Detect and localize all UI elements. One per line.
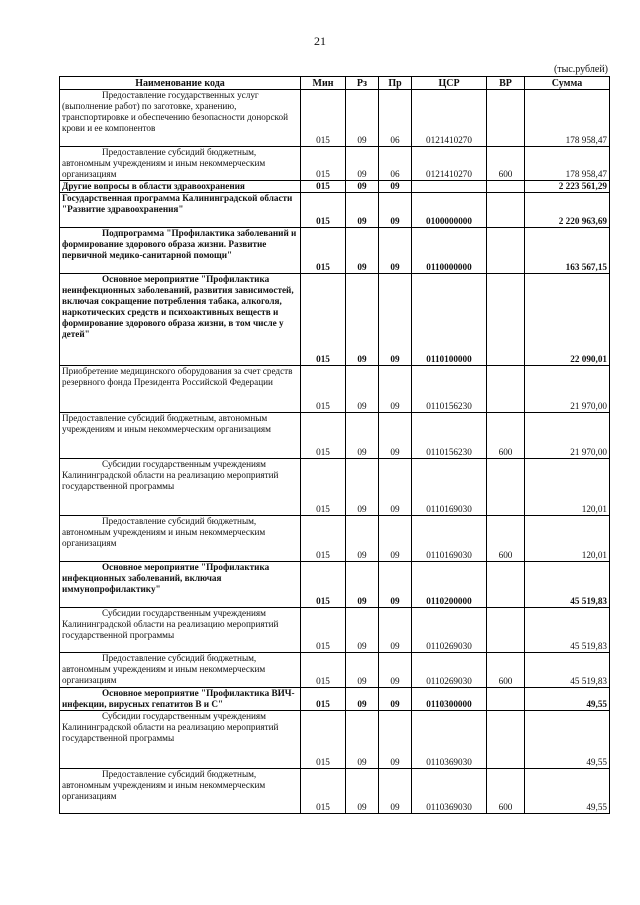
row-sum: 49,55	[525, 769, 610, 814]
row-rz: 09	[346, 653, 379, 688]
table-row	[60, 562, 610, 608]
row-sum: 45 519,83	[525, 653, 610, 688]
row-pr: 09	[379, 459, 412, 516]
row-sum: 178 958,47	[525, 90, 610, 147]
row-name-text: Субсидии государственным учреждениям Калининградской области на реализацию мероприятий государственной программы	[62, 459, 279, 491]
row-rz: 09	[346, 711, 379, 769]
row-name	[60, 653, 301, 688]
column-header-min: Мин	[301, 77, 346, 90]
row-vr: 600	[487, 413, 525, 459]
row-rz: 09	[346, 688, 379, 711]
row-min: 015	[301, 181, 346, 193]
row-csr: 0110369030	[412, 711, 487, 769]
row-vr: 600	[487, 516, 525, 562]
column-header-vr: ВР	[487, 77, 525, 90]
row-vr: 600	[487, 769, 525, 814]
row-csr: 0110369030	[412, 769, 487, 814]
row-pr: 09	[379, 769, 412, 814]
row-min: 015	[301, 653, 346, 688]
table-row	[60, 688, 610, 711]
row-min: 015	[301, 688, 346, 711]
table-row	[60, 228, 610, 274]
row-pr: 09	[379, 413, 412, 459]
table-row	[60, 181, 610, 193]
row-rz: 09	[346, 562, 379, 608]
row-min: 015	[301, 608, 346, 653]
row-name-text: Основное мероприятие "Профилактика ВИЧ-инфекции, вирусных гепатитов В и С"	[62, 688, 295, 709]
row-name	[60, 711, 301, 769]
row-sum: 120,01	[525, 516, 610, 562]
row-name-text: Основное мероприятие "Профилактика инфекционных заболеваний, включая иммунопрофилактику"	[62, 562, 270, 594]
row-rz: 09	[346, 366, 379, 413]
row-vr: 600	[487, 147, 525, 181]
column-header-name: Наименование кода	[60, 77, 301, 90]
table-row	[60, 608, 610, 653]
budget-table	[59, 76, 610, 814]
row-name-text: Предоставление субсидий бюджетным, автономным учреждениям и иным некоммерческим организациям	[62, 147, 266, 179]
row-name-text: Государственная программа Калининградской области "Развитие здравоохранения"	[62, 193, 293, 214]
table-header-row	[60, 77, 610, 90]
row-vr	[487, 181, 525, 193]
row-pr: 09	[379, 562, 412, 608]
row-vr	[487, 608, 525, 653]
table-row	[60, 274, 610, 366]
row-name	[60, 366, 301, 413]
row-pr: 09	[379, 193, 412, 228]
page-number: 21	[314, 34, 326, 48]
row-pr: 06	[379, 147, 412, 181]
row-vr	[487, 688, 525, 711]
row-vr: 600	[487, 653, 525, 688]
row-min: 015	[301, 562, 346, 608]
row-name-text: Основное мероприятие "Профилактика неинфекционных заболеваний, развития зависимостей, включая сокращение потребления табака, алкоголя, наркотических средств и психоактивных веществ и формирование здорового образа жизни, в том числе у детей"	[62, 274, 294, 339]
row-rz: 09	[346, 147, 379, 181]
row-sum: 22 090,01	[525, 274, 610, 366]
row-name	[60, 769, 301, 814]
row-vr	[487, 711, 525, 769]
row-rz: 09	[346, 193, 379, 228]
row-csr	[412, 181, 487, 193]
row-sum: 21 970,00	[525, 413, 610, 459]
row-rz: 09	[346, 413, 379, 459]
row-pr: 09	[379, 711, 412, 769]
row-name	[60, 459, 301, 516]
row-sum: 49,55	[525, 711, 610, 769]
row-csr: 0110169030	[412, 459, 487, 516]
row-name	[60, 147, 301, 181]
row-min: 015	[301, 366, 346, 413]
table-row	[60, 90, 610, 147]
row-csr: 0121410270	[412, 90, 487, 147]
row-vr	[487, 193, 525, 228]
table-row	[60, 459, 610, 516]
row-min: 015	[301, 193, 346, 228]
table-row	[60, 147, 610, 181]
row-csr: 0110100000	[412, 274, 487, 366]
row-pr: 09	[379, 366, 412, 413]
row-name	[60, 90, 301, 147]
row-vr	[487, 459, 525, 516]
row-csr: 0110300000	[412, 688, 487, 711]
row-pr: 09	[379, 181, 412, 193]
row-rz: 09	[346, 608, 379, 653]
row-name	[60, 228, 301, 274]
row-sum: 2 220 963,69	[525, 193, 610, 228]
row-csr: 0121410270	[412, 147, 487, 181]
row-name	[60, 413, 301, 459]
row-sum: 49,55	[525, 688, 610, 711]
row-name	[60, 562, 301, 608]
row-name-text: Предоставление государственных услуг (выполнение работ) по заготовке, хранению, транспортировке и обеспечению безопасности донорской крови и ее компонентов	[62, 90, 289, 133]
row-csr: 0110269030	[412, 608, 487, 653]
row-name	[60, 516, 301, 562]
row-csr: 0100000000	[412, 193, 487, 228]
table-row	[60, 193, 610, 228]
row-min: 015	[301, 274, 346, 366]
row-sum: 2 223 561,29	[525, 181, 610, 193]
row-name-text: Подпрограмма "Профилактика заболеваний и формирование здорового образа жизни. Развитие первичной медико-санитарной помощи"	[62, 228, 297, 260]
row-rz: 09	[346, 228, 379, 274]
row-sum: 21 970,00	[525, 366, 610, 413]
row-name-text: Приобретение медицинского оборудования за счет средств резервного фонда Президента Российской Федерации	[62, 366, 293, 387]
row-csr: 0110000000	[412, 228, 487, 274]
table-row	[60, 769, 610, 814]
table-row	[60, 653, 610, 688]
column-header-sum: Сумма	[525, 77, 610, 90]
row-vr	[487, 366, 525, 413]
row-min: 015	[301, 228, 346, 274]
column-header-rz: Рз	[346, 77, 379, 90]
row-name-text: Субсидии государственным учреждениям Калининградской области на реализацию мероприятий государственной программы	[62, 608, 279, 640]
row-name-text: Другие вопросы в области здравоохранения	[62, 181, 245, 191]
row-rz: 09	[346, 769, 379, 814]
row-rz: 09	[346, 90, 379, 147]
column-header-pr: Пр	[379, 77, 412, 90]
row-pr: 09	[379, 516, 412, 562]
row-csr: 0110156230	[412, 413, 487, 459]
row-pr: 09	[379, 688, 412, 711]
row-pr: 09	[379, 608, 412, 653]
row-pr: 09	[379, 274, 412, 366]
row-csr: 0110200000	[412, 562, 487, 608]
row-pr: 09	[379, 653, 412, 688]
row-name	[60, 608, 301, 653]
table-row	[60, 711, 610, 769]
row-pr: 09	[379, 228, 412, 274]
column-header-csr: ЦСР	[412, 77, 487, 90]
row-min: 015	[301, 147, 346, 181]
row-name-text: Предоставление субсидий бюджетным, автономным учреждениям и иным некоммерческим организациям	[62, 413, 271, 434]
row-name-text: Субсидии государственным учреждениям Калининградской области на реализацию мероприятий государственной программы	[62, 711, 279, 743]
row-csr: 0110156230	[412, 366, 487, 413]
row-rz: 09	[346, 459, 379, 516]
row-rz: 09	[346, 274, 379, 366]
units-label: (тыс.рублей)	[553, 64, 608, 75]
row-rz: 09	[346, 516, 379, 562]
row-name	[60, 181, 301, 193]
row-name	[60, 193, 301, 228]
row-csr: 0110169030	[412, 516, 487, 562]
row-name	[60, 688, 301, 711]
row-vr	[487, 228, 525, 274]
table-row	[60, 516, 610, 562]
table-row	[60, 413, 610, 459]
row-name-text: Предоставление субсидий бюджетным, автономным учреждениям и иным некоммерческим организациям	[62, 769, 266, 801]
row-name-text: Предоставление субсидий бюджетным, автономным учреждениям и иным некоммерческим организациям	[62, 516, 266, 548]
row-sum: 163 567,15	[525, 228, 610, 274]
row-vr	[487, 274, 525, 366]
row-vr	[487, 562, 525, 608]
row-rz: 09	[346, 181, 379, 193]
row-pr: 06	[379, 90, 412, 147]
row-csr: 0110269030	[412, 653, 487, 688]
row-sum: 45 519,83	[525, 562, 610, 608]
row-sum: 178 958,47	[525, 147, 610, 181]
row-min: 015	[301, 413, 346, 459]
row-min: 015	[301, 459, 346, 516]
row-min: 015	[301, 90, 346, 147]
row-min: 015	[301, 516, 346, 562]
row-vr	[487, 90, 525, 147]
row-name-text: Предоставление субсидий бюджетным, автономным учреждениям и иным некоммерческим организациям	[62, 653, 266, 685]
row-min: 015	[301, 769, 346, 814]
row-name	[60, 274, 301, 366]
row-sum: 45 519,83	[525, 608, 610, 653]
table-row	[60, 366, 610, 413]
row-sum: 120,01	[525, 459, 610, 516]
row-min: 015	[301, 711, 346, 769]
